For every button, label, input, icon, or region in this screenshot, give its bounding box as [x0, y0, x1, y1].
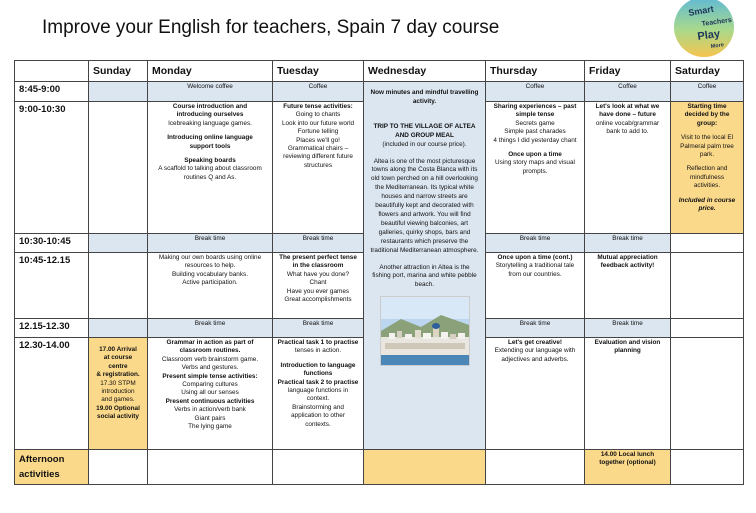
row-0845: [15, 82, 744, 102]
time-1045: 10:45-12.15: [15, 253, 89, 319]
cell-mon-1045: Making our own boards using online resources to help. Building vocabulary banks. Active participation.: [148, 253, 273, 319]
cell-fri-0845: Coffee: [585, 82, 671, 102]
cell-sat-afternoon: [671, 450, 744, 485]
corner-cell: [15, 61, 89, 82]
logo-text-2: Teachers: [701, 16, 733, 28]
time-1230: 12.30-14.00: [15, 338, 89, 450]
cell-mon-0900: Course introduction and introducing ourselves Icebreaking language games. Introducing online language support tools Speaking boards A scaffold to talking about classroom routines Q and As.: [148, 102, 273, 234]
cell-sat-0900: Starting time decided by the group: Visit to the local El Palmeral palm tree park. Reflection and mindfulness activities. Included in course price.: [671, 102, 744, 234]
cell-fri-1030: Break time: [585, 234, 671, 253]
cell-thu-1215: Break time: [486, 319, 585, 338]
day-header-monday: Monday: [148, 61, 273, 82]
wednesday-trip-cell: [364, 82, 486, 450]
wed-altea-description: Altea is one of the most picturesque towns along the Costa Blanca with its old town perched on a hill overlooking the Mediterranean. Its typical white houses and narrow streets are beautifully kept and decorated with flowers and artwork. You will find beautiful viewing balconies, art galleries, quirky shops, bars and restaurants which preserve the traditional Mediterranean atmosphere.: [370, 157, 479, 254]
cell-sat-0845: Coffee: [671, 82, 744, 102]
day-header-wednesday: Wednesday: [364, 61, 486, 82]
day-header-thursday: Thursday: [486, 61, 585, 82]
cell-mon-0845: Welcome coffee: [148, 82, 273, 102]
cell-tue-0845: Coffee: [273, 82, 364, 102]
time-0845: 8:45-9:00: [15, 82, 89, 102]
cell-thu-0900: Sharing experiences – past simple tense Secrets game Simple past charades 4 things I did yesterday chant Once upon a time Using story maps and visual prompts.: [486, 102, 585, 234]
page-title: Improve your English for teachers, Spain 7 day course: [42, 17, 500, 38]
cell-wed-afternoon: [364, 450, 486, 485]
cell-sun-afternoon: [89, 450, 148, 485]
day-header-sunday: Sunday: [89, 61, 148, 82]
cell-sun-0900: [89, 102, 148, 234]
cell-mon-1230: Grammar in action as part of classroom routines. Classroom verb brainstorm game. Verbs and gestures. Present simple tense activities: Comparing cultures Using all our senses Present continuous activities Verbs in action/verb bank Giant pairs The lying game: [148, 338, 273, 450]
cell-thu-0845: Coffee: [486, 82, 585, 102]
wed-trip-heading: TRIP TO THE VILLAGE OF ALTEA AND GROUP MEAL: [373, 122, 476, 139]
cell-sun-0845: [89, 82, 148, 102]
smart-teachers-play-more-logo: [665, 0, 743, 58]
cell-thu-1045: Once upon a time (cont.) Storytelling a traditional tale from our countries.: [486, 253, 585, 319]
cell-sun-1045: [89, 253, 148, 319]
cell-tue-0900: Future tense activities: Going to chants Look into our future world Fortune telling Places we'll go! Grammatical chairs – reviewing different future structures: [273, 102, 364, 234]
logo-text-3: Play: [696, 27, 721, 43]
time-1215: 12.15-12.30: [15, 319, 89, 338]
timetable: [14, 60, 744, 485]
cell-tue-afternoon: [273, 450, 364, 485]
altea-town-photo: [380, 296, 470, 366]
cell-fri-1045: Mutual appreciation feedback activity!: [585, 253, 671, 319]
cell-sat-1045: [671, 253, 744, 319]
cell-mon-1030: Break time: [148, 234, 273, 253]
cell-sun-1230: 17.00 Arrival at course centre & registration. 17.30 STPM introduction and games. 19.00 Optional social activity: [89, 338, 148, 450]
cell-thu-afternoon: [486, 450, 585, 485]
wed-altea-attraction: Another attraction in Altea is the fishing port, marina and white pebble beach.: [372, 263, 477, 289]
cell-fri-afternoon: 14.00 Local lunch together (optional): [585, 450, 671, 485]
cell-mon-1215: Break time: [148, 319, 273, 338]
cell-sat-1215: [671, 319, 744, 338]
header-row: [15, 61, 744, 82]
cell-thu-1030: Break time: [486, 234, 585, 253]
row-afternoon: [15, 450, 744, 485]
time-afternoon: Afternoon activities: [15, 450, 89, 485]
cell-thu-1230: Let's get creative! Extending our language with adjectives and adverbs.: [486, 338, 585, 450]
wed-trip-price: (included in our course price).: [382, 140, 467, 148]
cell-tue-1030: Break time: [273, 234, 364, 253]
cell-tue-1215: Break time: [273, 319, 364, 338]
cell-sun-1215: [89, 319, 148, 338]
day-header-saturday: Saturday: [671, 61, 744, 82]
cell-sat-1030: [671, 234, 744, 253]
wed-intro: Now minutes and mindful travelling activity.: [370, 89, 479, 105]
cell-tue-1230: Practical task 1 to practise tenses in action. Introduction to language functions Practical task 2 to practise language functions in context. Brainstorming and application to other contexts.: [273, 338, 364, 450]
cell-fri-0900: Let's look at what we have done – future online vocab/grammar bank to add to.: [585, 102, 671, 234]
logo-text-1: Smart: [687, 3, 715, 18]
cell-sun-1030: [89, 234, 148, 253]
cell-mon-afternoon: [148, 450, 273, 485]
time-1030: 10:30-10:45: [15, 234, 89, 253]
cell-fri-1215: Break time: [585, 319, 671, 338]
cell-tue-1045: The present perfect tense in the classroom What have you done? Chant Have you ever games Great accomplishments: [273, 253, 364, 319]
day-header-tuesday: Tuesday: [273, 61, 364, 82]
day-header-friday: Friday: [585, 61, 671, 82]
cell-fri-1230: Evaluation and vision planning: [585, 338, 671, 450]
time-0900: 9:00-10:30: [15, 102, 89, 234]
logo-text-4: More: [710, 42, 725, 50]
cell-sat-1230: [671, 338, 744, 450]
